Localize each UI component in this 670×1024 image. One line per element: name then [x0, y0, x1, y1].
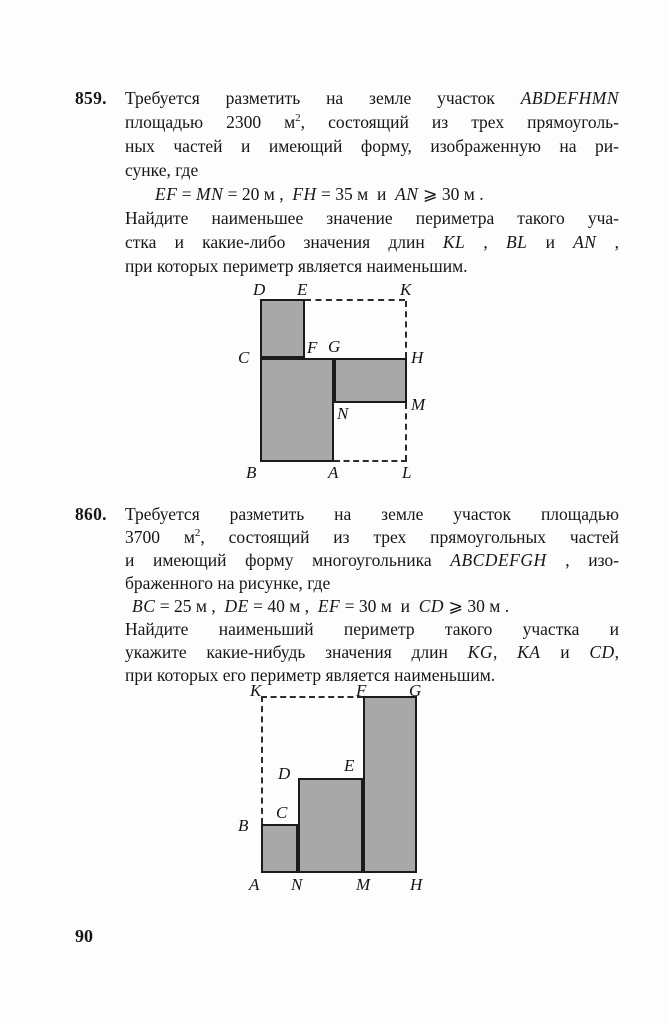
vertex-label-d: D [278, 764, 291, 783]
formula-line [125, 594, 619, 617]
fig860-rect-abcn [261, 824, 298, 873]
text-segment: , [614, 642, 619, 662]
vertex-label-f: F [307, 338, 318, 357]
fig859-rect-main [260, 358, 334, 462]
problem-859-text [125, 86, 619, 278]
fig860-dashed-line-bk [261, 696, 263, 824]
text-segment: Найдите наименьший периметр такого участка и [125, 619, 619, 639]
math-variable: CD [589, 642, 615, 662]
text-segment: , [596, 232, 620, 252]
text-line [125, 617, 619, 640]
problem-859-number: 859. [75, 88, 107, 108]
text-segment: = 25 м , [155, 596, 225, 616]
text-segment: ных частей и имеющий форму, изображенную на ри- [125, 136, 619, 156]
figure-860 [230, 675, 440, 894]
vertex-label-k: K [400, 280, 412, 299]
fig859-dashed-line-al [334, 460, 407, 462]
vertex-label-k: K [250, 681, 262, 700]
vertex-label-g: G [328, 337, 341, 356]
fig859-dashed-line-ml [405, 403, 407, 461]
text-segment: , состоящий из трех прямоугольных частей [200, 527, 619, 547]
math-variable: FH [292, 184, 317, 204]
text-segment: 3700 м [125, 527, 195, 547]
text-segment: при которых его периметр является наименьшим. [125, 665, 496, 685]
problem-860-text [125, 502, 619, 686]
math-variable: BC [132, 596, 156, 616]
fig859-dashed-line-kh [405, 301, 407, 358]
text-line [125, 230, 619, 254]
text-segment: стка и какие-либо значения длин [125, 232, 443, 252]
superscript: 2 [295, 112, 301, 125]
vertex-label-m: M [411, 395, 426, 414]
text-segment: и имеющий форму многоугольника [125, 550, 451, 570]
math-variable: BL [505, 232, 528, 252]
math-variable: EF [317, 596, 341, 616]
text-segment: = 40 м , [248, 596, 318, 616]
vertex-label-c: C [276, 803, 288, 822]
text-line [125, 158, 619, 182]
page-number: 90 [75, 926, 93, 946]
math-variable: EF [155, 184, 178, 204]
text-segment: сунке, где [125, 160, 199, 180]
text-segment: Найдите наименьшее значение периметра такого уча- [125, 208, 619, 228]
text-line [125, 502, 619, 525]
text-segment: = [177, 184, 197, 204]
text-segment: при которых периметр является наименьшим. [125, 256, 468, 276]
vertex-label-e: E [297, 280, 308, 299]
problem-859 [75, 86, 623, 278]
math-variable: ABCDEFGH [450, 550, 547, 570]
text-segment: , изо- [546, 550, 619, 570]
math-variable: KG [467, 642, 493, 662]
text-line [125, 134, 619, 158]
text-segment: = 20 м , [223, 184, 293, 204]
figure-859 [230, 275, 440, 480]
text-segment: , состоящий из трех прямоуголь- [300, 112, 619, 132]
vertex-label-b: B [246, 463, 257, 482]
text-segment: Требуется разметить на земле участок площадью [125, 504, 619, 524]
text-segment: Требуется разметить на земле участок [125, 88, 521, 108]
text-segment: площадью 2300 м [125, 112, 296, 132]
problem-860-number: 860. [75, 504, 107, 524]
vertex-label-c: C [238, 348, 250, 367]
fig860-rect-mfgh [363, 696, 417, 873]
text-segment: ⩾ 30 м . [418, 184, 484, 204]
vertex-label-n: N [291, 875, 303, 894]
vertex-label-h: H [410, 875, 423, 894]
math-variable: KA [517, 642, 541, 662]
text-segment: , [465, 232, 506, 252]
vertex-label-f: F [356, 681, 367, 700]
text-segment: = 35 м и [316, 184, 396, 204]
math-variable: AN [395, 184, 419, 204]
text-line [125, 548, 619, 571]
text-line [125, 525, 619, 548]
vertex-label-l: L [402, 463, 412, 482]
vertex-label-e: E [344, 756, 355, 775]
text-line [125, 110, 619, 134]
text-line [125, 206, 619, 230]
fig859-rect-defc [260, 299, 305, 358]
math-variable: DE [224, 596, 249, 616]
fig859-rect-ghmn [334, 358, 407, 403]
text-line [125, 571, 619, 594]
math-variable: CD [418, 596, 444, 616]
math-variable: KL [442, 232, 466, 252]
text-line [125, 86, 619, 110]
vertex-label-g: G [409, 681, 422, 700]
text-segment: браженного на рисунке, где [125, 573, 331, 593]
fig860-dashed-line-kf [261, 696, 363, 698]
text-segment: ⩾ 30 м . [444, 596, 510, 616]
fig860-rect-ndem [298, 778, 363, 873]
text-segment: , [492, 642, 518, 662]
text-line [125, 640, 619, 663]
math-variable: ABDEFHMN [520, 88, 619, 108]
fig859-dashed-line-ek [305, 299, 405, 301]
math-variable: AN [573, 232, 597, 252]
vertex-label-a: A [328, 463, 339, 482]
text-segment: и [527, 232, 574, 252]
formula-line [125, 182, 619, 206]
vertex-label-m: M [356, 875, 371, 894]
problem-860 [75, 502, 623, 686]
vertex-label-b: B [238, 816, 249, 835]
vertex-label-h: H [411, 348, 424, 367]
text-segment: укажите какие-нибудь значения длин [125, 642, 468, 662]
vertex-label-a: A [249, 875, 260, 894]
math-variable: MN [196, 184, 224, 204]
superscript: 2 [194, 527, 201, 540]
vertex-label-n: N [337, 404, 349, 423]
vertex-label-d: D [253, 280, 266, 299]
text-segment: = 30 м и [340, 596, 419, 616]
text-segment: и [540, 642, 590, 662]
